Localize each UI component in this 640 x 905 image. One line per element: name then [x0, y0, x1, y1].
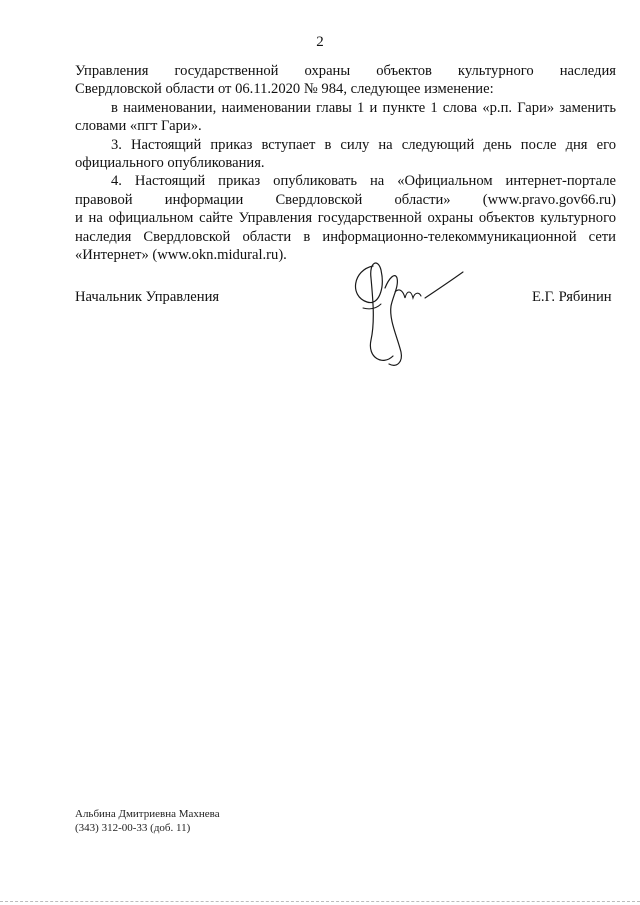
- document-body: [75, 62, 616, 264]
- paragraph-4-rest: и на официальном сайте Управления государственной охраны объектов культурного наследия Свердловской области в информационно-телекоммуникационной сети «Интернет» (www.okn.midural.ru).: [75, 210, 616, 264]
- paragraph-4-line-2: правовой информации Свердловской области» (www.pravo.gov66.ru): [75, 191, 616, 208]
- handwritten-signature: [345, 248, 470, 373]
- paragraph-1-rest: Свердловской области от 06.11.2020 № 984, следующее изменение:: [75, 81, 494, 98]
- paragraph-1-line-1: Управления государственной охраны объектов культурного наследия: [75, 63, 616, 79]
- page-number: 2: [316, 34, 324, 50]
- paragraph-4-line-1: 4. Настоящий приказ опубликовать на «Официальном интернет-портале: [111, 173, 616, 190]
- executor-info: [75, 807, 220, 835]
- executor-name: Альбина Дмитриевна Махнева: [75, 808, 220, 820]
- signatory-position: Начальник Управления: [75, 289, 220, 305]
- paragraph-3: 3. Настоящий приказ вступает в силу на следующий день после дня его официального опубликования.: [75, 136, 616, 172]
- scan-edge-divider: [0, 901, 640, 903]
- signatory-name: Е.Г. Рябинин: [532, 289, 612, 305]
- executor-phone: (343) 312-00-33 (доб. 11): [75, 822, 191, 834]
- paragraph-2: в наименовании, наименовании главы 1 и пункте 1 слова «р.п. Гари» заменить словами «пгт Гари».: [75, 99, 616, 135]
